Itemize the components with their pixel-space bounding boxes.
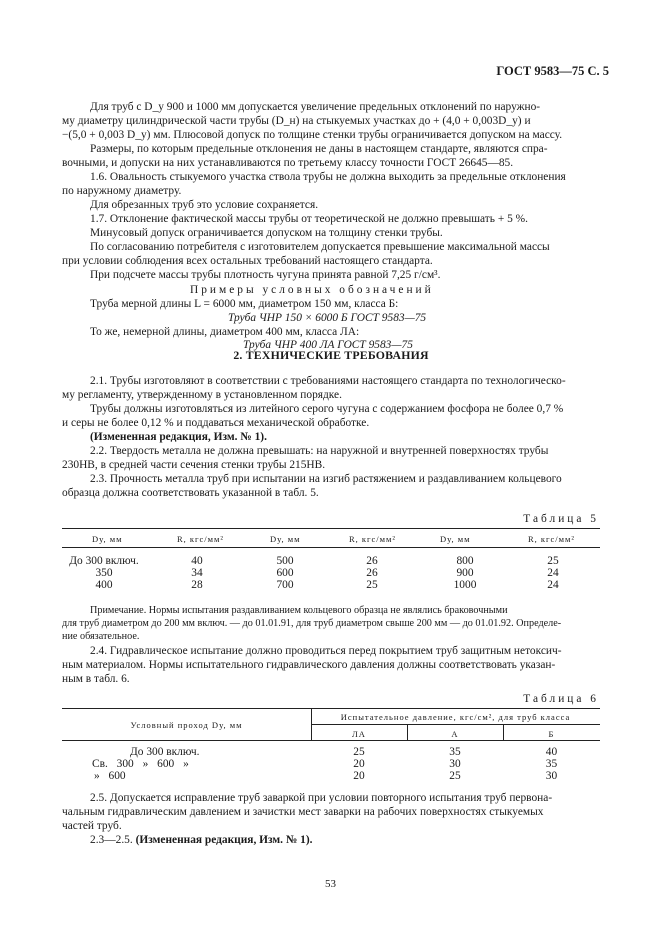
text-line: ным в табл. 6. [62,673,130,685]
table-cell: 1000 [453,579,477,591]
text-line: Примечание. Нормы испытания раздавливанием кольцевого образца не являлись браковочными [90,605,508,616]
text-line: Для труб с D_у 900 и 1000 мм допускается увеличение предельных отклонений по наружно- [90,101,541,113]
table-cell: Св. 300 » 600 » [92,758,189,770]
table-5-header: Dу, мм [440,534,471,544]
section-title: 2. ТЕХНИЧЕСКИЕ ТРЕБОВАНИЯ [233,348,429,362]
table-cell: 24 [547,567,559,579]
table-cell: 900 [456,567,474,579]
table-6-caption: Таблица 6 [523,693,599,705]
text-line: Размеры, по которым предельные отклонения не даны в настоящем стандарте, являются спра- [90,143,548,155]
table-cell: 25 [547,555,559,567]
table-cell: 20 [353,758,365,770]
table-cell: 26 [366,567,378,579]
text-line: 1.6. Овальность стыкуемого участка ствола трубы не должна выходить за предельные отклонения [90,171,566,183]
table-cell: 34 [191,567,203,579]
paragraph-agreement [62,240,600,268]
paragraph-2-5 [62,791,600,833]
text-line: 2.5. Допускается исправление труб заваркой при условии повторного испытания труб первона- [90,792,553,804]
table-cell: 40 [545,746,558,758]
paragraph-minus-tolerance: Минусовый допуск ограничивается допуском на толщину стенки трубы. [90,227,443,239]
edit-note-1: (Измененная редакция, Изм. № 1). [90,431,267,443]
table-cell: 40 [191,555,203,567]
table-cell: 35 [449,746,461,758]
table-5-header: R, кгс/мм² [349,534,396,544]
paragraph-2-2 [62,444,600,472]
table-cell: 25 [353,746,365,758]
examples-title: Примеры условных обозначений [190,284,434,296]
table-cell: 25 [366,579,378,591]
table-5-header: Dу, мм [92,534,123,544]
table-cell: 350 [95,567,113,579]
example-2: То же, немерной длины, диаметром 400 мм, класса ЛА: [90,326,360,338]
page-number: 53 [325,878,336,890]
example-1-code: Труба ЧНР 150 × 6000 Б ГОСТ 9583—75 [228,312,427,324]
table-cell: 28 [191,579,203,591]
text-line: частей труб. [62,820,122,832]
paragraph-density: При подсчете массы трубы плотность чугуна принята равной 7,25 г/см³. [90,269,441,281]
table-5-header: R, кгс/мм² [528,534,575,544]
table-cell: 600 [276,567,294,579]
text-line: и серы не более 0,12 % и поддаваться механической обработке. [62,417,370,429]
edit-note-prefix: 2.3—2.5. [90,834,136,846]
edit-note-text: (Измененная редакция, Изм. № 1). [135,834,313,846]
table-cell: До 300 включ. [69,555,139,567]
table-5-header: R, кгс/мм² [177,534,224,544]
example-1: Труба мерной длины L = 6000 мм, диаметром 150 мм, класса Б: [90,298,399,310]
text-line: му регламенту, утвержденному в установленном порядке. [62,389,342,401]
paragraph-dy-tolerance [62,100,600,142]
table-6-header-dy: Условный проход Dу, мм [130,720,243,730]
table-6-header-class: А [451,729,459,739]
text-line: 230НВ, в средней части сечения стенки трубы 215НВ. [62,459,326,471]
paragraph-1-7: 1.7. Отклонение фактической массы трубы от теоретической не должно превышать + 5 %. [90,213,528,225]
paragraph-1-6 [62,170,600,198]
paragraph-iron-composition [62,402,600,430]
table-cell: 500 [276,555,294,567]
table-cell: 20 [353,770,365,782]
text-line: 2.3. Прочность металла труб при испытании на изгиб растяжением и раздавливанием кольцевого [90,473,562,485]
text-line: По согласованию потребителя с изготовителем допускается превышение максимальной массы [90,241,550,253]
table-cell: 400 [95,579,113,591]
table-cell: 25 [449,770,461,782]
text-line: при условии соблюдения всех остальных требований настоящего стандарта. [62,255,433,267]
text-line: ние обязательное. [62,631,140,642]
table-cell: До 300 включ. [130,746,200,758]
text-line: му диаметру цилиндрической части трубы (D_н) на стыкуемых участках до + (4,0 + 0,003D_у) и [62,115,531,127]
edit-note-2 [62,833,600,847]
paragraph-reference-dimensions [62,142,600,170]
paragraph-2-1 [62,374,600,402]
text-line: по наружному диаметру. [62,185,182,197]
table-5-header-rule [62,547,600,548]
text-line: образца должна соответствовать указанной в табл. 5. [62,487,319,499]
page-header: ГОСТ 9583—75 С. 5 [496,64,609,78]
table-cell: 26 [366,555,378,567]
text-line: Трубы должны изготовляться из литейного серого чугуна с содержанием фосфора не более 0,7 % [90,403,564,415]
text-line: 2.2. Твердость металла не должна превышать: на наружной и внутренней поверхностях трубы [90,445,549,457]
text-line: для труб диаметром до 200 мм включ. — до 01.01.91, для труб диаметром свыше 200 мм — до 01.01.92. Определе- [62,618,562,629]
table-6-header-class: Б [548,729,555,739]
table-cell: 35 [545,758,558,770]
table-cell: 800 [456,555,474,567]
table-5-caption: Таблица 5 [523,513,599,525]
table-5-header-row [62,530,600,546]
paragraph-2-4 [62,644,600,686]
text-line: 2.1. Трубы изготовляют в соответствии с требованиями настоящего стандарта по технологическо- [90,375,566,387]
table-cell: » 600 [94,770,126,782]
example-2-code: Труба ЧНР 400 ЛА ГОСТ 9583—75 [243,339,413,351]
table-cell: 700 [276,579,294,591]
table-5-header: Dу, мм [270,534,301,544]
table-5-note [62,604,600,643]
table-6-top-rule [62,708,600,709]
paragraph-cut-pipes: Для обрезанных труб это условие сохраняется. [90,199,319,211]
table-5-top-rule [62,528,600,529]
table-6-header-class: ЛА [352,729,366,739]
table-6-group-rule [311,724,600,725]
table-6-header-group: Испытательное давление, кгс/см², для труб класса [340,712,571,722]
text-line: ным материалом. Нормы испытательного гидравлического давления должны соответствовать указан- [62,659,556,671]
table-cell: 30 [449,758,461,770]
paragraph-2-3 [62,472,600,500]
text-line: −(5,0 + 0,003 D_у) мм. Плюсовой допуск по толщине стенки трубы ограничивается допуском на массу. [62,129,563,141]
text-line: вочными, и допуски на них устанавливаются по третьему классу точности ГОСТ 26645—85. [62,157,514,169]
table-cell: 30 [545,770,558,782]
table-cell: 24 [547,579,559,591]
text-line: чальным гидравлическим давлением и зачистки мест заварки на рабочих поверхностях стыкуемых [62,806,544,818]
text-line: 2.4. Гидравлическое испытание должно проводиться перед покрытием труб защитным нетоксич- [90,645,562,657]
